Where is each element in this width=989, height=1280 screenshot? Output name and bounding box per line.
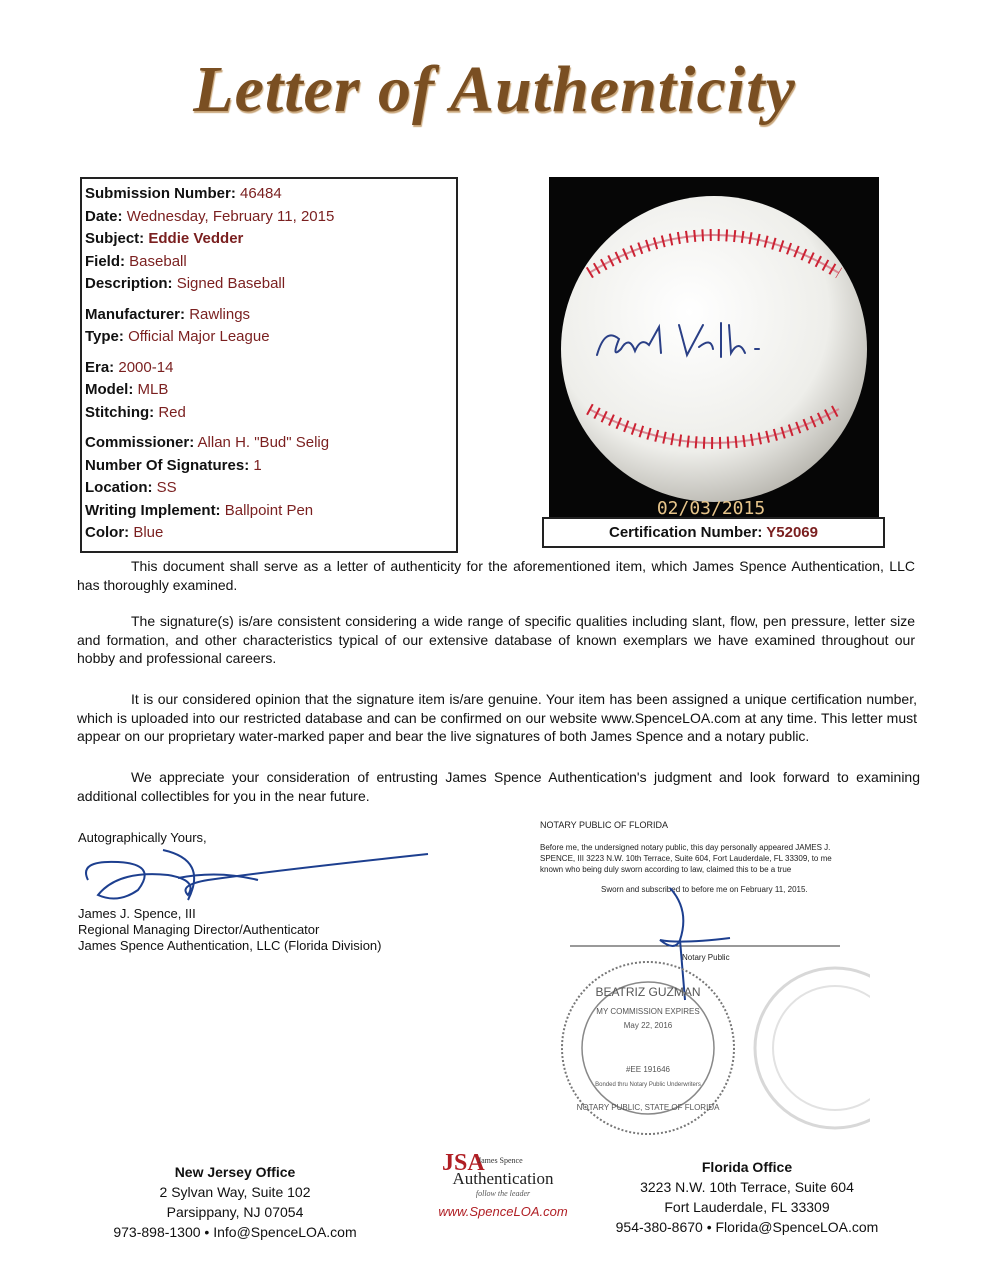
office-contact-line: 954-380-8670 • Florida@SpenceLOA.com xyxy=(615,1219,879,1235)
detail-label: Number Of Signatures: xyxy=(85,456,250,474)
logo-tagline: follow the leader xyxy=(475,1189,531,1198)
details-group xyxy=(85,183,456,296)
detail-date xyxy=(85,206,456,229)
detail-location xyxy=(85,477,456,500)
detail-label: Type: xyxy=(85,328,124,345)
detail-label: Submission Number: xyxy=(85,185,236,202)
detail-value: Allan H. "Bud" Selig xyxy=(197,434,330,451)
detail-field xyxy=(85,251,456,274)
jsa-logo xyxy=(428,1152,578,1219)
detail-label: Writing Implement: xyxy=(85,501,221,519)
logo-small-text: James Spence xyxy=(478,1156,523,1165)
authenticator-signature-block xyxy=(78,830,438,954)
closing-line: Autographically Yours, xyxy=(78,830,207,845)
detail-model xyxy=(85,379,456,402)
faded-watermark-seal-inner xyxy=(773,986,870,1110)
detail-description xyxy=(85,273,456,296)
office-contact-line: 973-898-1300 • Info@SpenceLOA.com xyxy=(113,1224,357,1240)
detail-value: 1 xyxy=(253,456,262,474)
office-heading: New Jersey Office xyxy=(174,1164,296,1180)
detail-label: Commissioner: xyxy=(85,434,195,451)
paragraph-text: This document shall serve as a letter of authenticity for the aforementioned item, which James Spence Authentication, LLC has thoroughly examined. xyxy=(77,558,915,593)
detail-value: 2000-14 xyxy=(118,358,174,376)
detail-value: Red xyxy=(158,403,186,421)
logo-mark: JSA xyxy=(442,1150,485,1176)
paragraph-closing xyxy=(77,768,920,805)
certification-label: Certification Number: xyxy=(609,524,763,541)
detail-label: Description: xyxy=(85,275,173,292)
detail-label: Era: xyxy=(85,358,115,376)
seal-expiry-date: May 22, 2016 xyxy=(623,1021,673,1030)
detail-value: Blue xyxy=(133,524,164,541)
detail-label: Manufacturer: xyxy=(85,305,186,323)
detail-label: Model: xyxy=(85,381,134,398)
signer-company: James Spence Authentication, LLC (Florida Division) xyxy=(78,938,382,953)
detail-value: Eddie Vedder xyxy=(148,230,244,247)
detail-subject xyxy=(85,228,456,251)
item-photo xyxy=(549,177,879,517)
baseball-image xyxy=(549,177,879,517)
detail-writing-implement xyxy=(85,500,456,523)
details-group xyxy=(85,357,456,425)
seal-commission-text: MY COMMISSION EXPIRES xyxy=(596,1007,700,1016)
detail-label: Color: xyxy=(85,524,130,541)
paragraph-consistency xyxy=(77,612,915,668)
detail-commissioner xyxy=(85,432,456,455)
office-address-line: 2 Sylvan Way, Suite 102 xyxy=(159,1184,311,1200)
signer-name: James J. Spence, III xyxy=(78,906,196,921)
detail-color xyxy=(85,522,456,545)
certification-number-box xyxy=(542,517,885,548)
new-jersey-office xyxy=(100,1162,370,1242)
detail-label: Date: xyxy=(85,207,123,225)
paragraph-intro xyxy=(77,557,915,594)
seal-bonded-text: Bonded thru Notary Public Underwriters xyxy=(595,1082,701,1088)
detail-value: Wednesday, February 11, 2015 xyxy=(126,207,335,225)
office-address-line: Parsippany, NJ 07054 xyxy=(166,1204,304,1220)
notary-heading: NOTARY PUBLIC OF FLORIDA xyxy=(540,820,669,830)
detail-label: Field: xyxy=(85,252,125,270)
detail-value: 46484 xyxy=(240,185,282,202)
notary-seal-inner xyxy=(582,982,714,1114)
paragraph-text: We appreciate your consideration of entrusting James Spence Authentication's judgment and look forward to examining additional collectibles for you in the near future. xyxy=(77,769,920,804)
certification-value: Y52069 xyxy=(766,524,818,541)
letter-title: Letter of Authenticity xyxy=(193,53,796,126)
photo-date-stamp: 02/03/2015 xyxy=(656,498,766,517)
notary-public-label: Notary Public xyxy=(682,953,730,962)
logo-wordmark: Authentication xyxy=(452,1169,554,1188)
details-group xyxy=(85,432,456,545)
seal-notary-name: BEATRIZ GUZMAN xyxy=(595,985,701,999)
office-address-line: Fort Lauderdale, FL 33309 xyxy=(664,1199,830,1215)
detail-era xyxy=(85,357,456,380)
logo-website: www.SpenceLOA.com xyxy=(438,1204,568,1219)
signer-role: Regional Managing Director/Authenticator xyxy=(78,922,320,937)
detail-value: Ballpoint Pen xyxy=(224,501,314,519)
detail-number-of-signatures xyxy=(85,455,456,478)
paragraph-text: It is our considered opinion that the signature item is/are genuine. Your item has been assigned a unique certification number, which is uploaded into our restricted database and can be confirmed on our website www.SpenceLOA.com at any time. This letter must appear on our proprietary water-marked paper and bear the live signatures of both James Spence and a notary public. xyxy=(77,691,917,744)
detail-value: Official Major League xyxy=(128,328,270,345)
details-group xyxy=(85,304,456,349)
detail-submission-number xyxy=(85,183,456,206)
florida-office xyxy=(612,1157,882,1237)
detail-value: Baseball xyxy=(129,252,187,270)
notary-statement: Before me, the undersigned notary public, this day personally appeared JAMES J. SPENCE, III 3223 N.W. 10th Terrace, Suite 604, Fort Lauderdale, FL 33309, to me known who being duly sworn according to law, claimed this to be a true xyxy=(540,843,832,874)
detail-manufacturer xyxy=(85,304,456,327)
detail-stitching xyxy=(85,402,456,425)
detail-value: SS xyxy=(156,479,177,496)
paragraph-opinion xyxy=(77,690,917,746)
seal-commission-number: #EE 191646 xyxy=(625,1065,671,1074)
office-address-line: 3223 N.W. 10th Terrace, Suite 604 xyxy=(640,1179,854,1195)
detail-value: Signed Baseball xyxy=(176,275,286,292)
notary-signature-stroke xyxy=(660,888,730,1000)
detail-label: Location: xyxy=(85,479,153,496)
detail-value: MLB xyxy=(137,381,169,398)
signature-stroke xyxy=(86,854,428,899)
detail-label: Subject: xyxy=(85,230,145,247)
seal-state-text: NOTARY PUBLIC, STATE OF FLORIDA xyxy=(576,1103,720,1112)
detail-value: Rawlings xyxy=(189,305,251,323)
detail-label: Stitching: xyxy=(85,403,155,421)
paragraph-text: The signature(s) is/are consistent considering a wide range of specific qualities including slant, flow, pen pressure, letter size and formation, and other characteristics typical of our extensive database of known exemplars we have examined throughout our hobby and professional careers. xyxy=(77,613,915,666)
office-heading: Florida Office xyxy=(701,1159,793,1175)
notary-signature-and-seals xyxy=(530,880,870,1140)
notary-sworn-line: Sworn and subscribed to before me on February 11, 2015. xyxy=(601,885,808,894)
submission-details-box xyxy=(80,177,458,553)
detail-type xyxy=(85,326,456,349)
handwritten-signature xyxy=(78,840,438,910)
